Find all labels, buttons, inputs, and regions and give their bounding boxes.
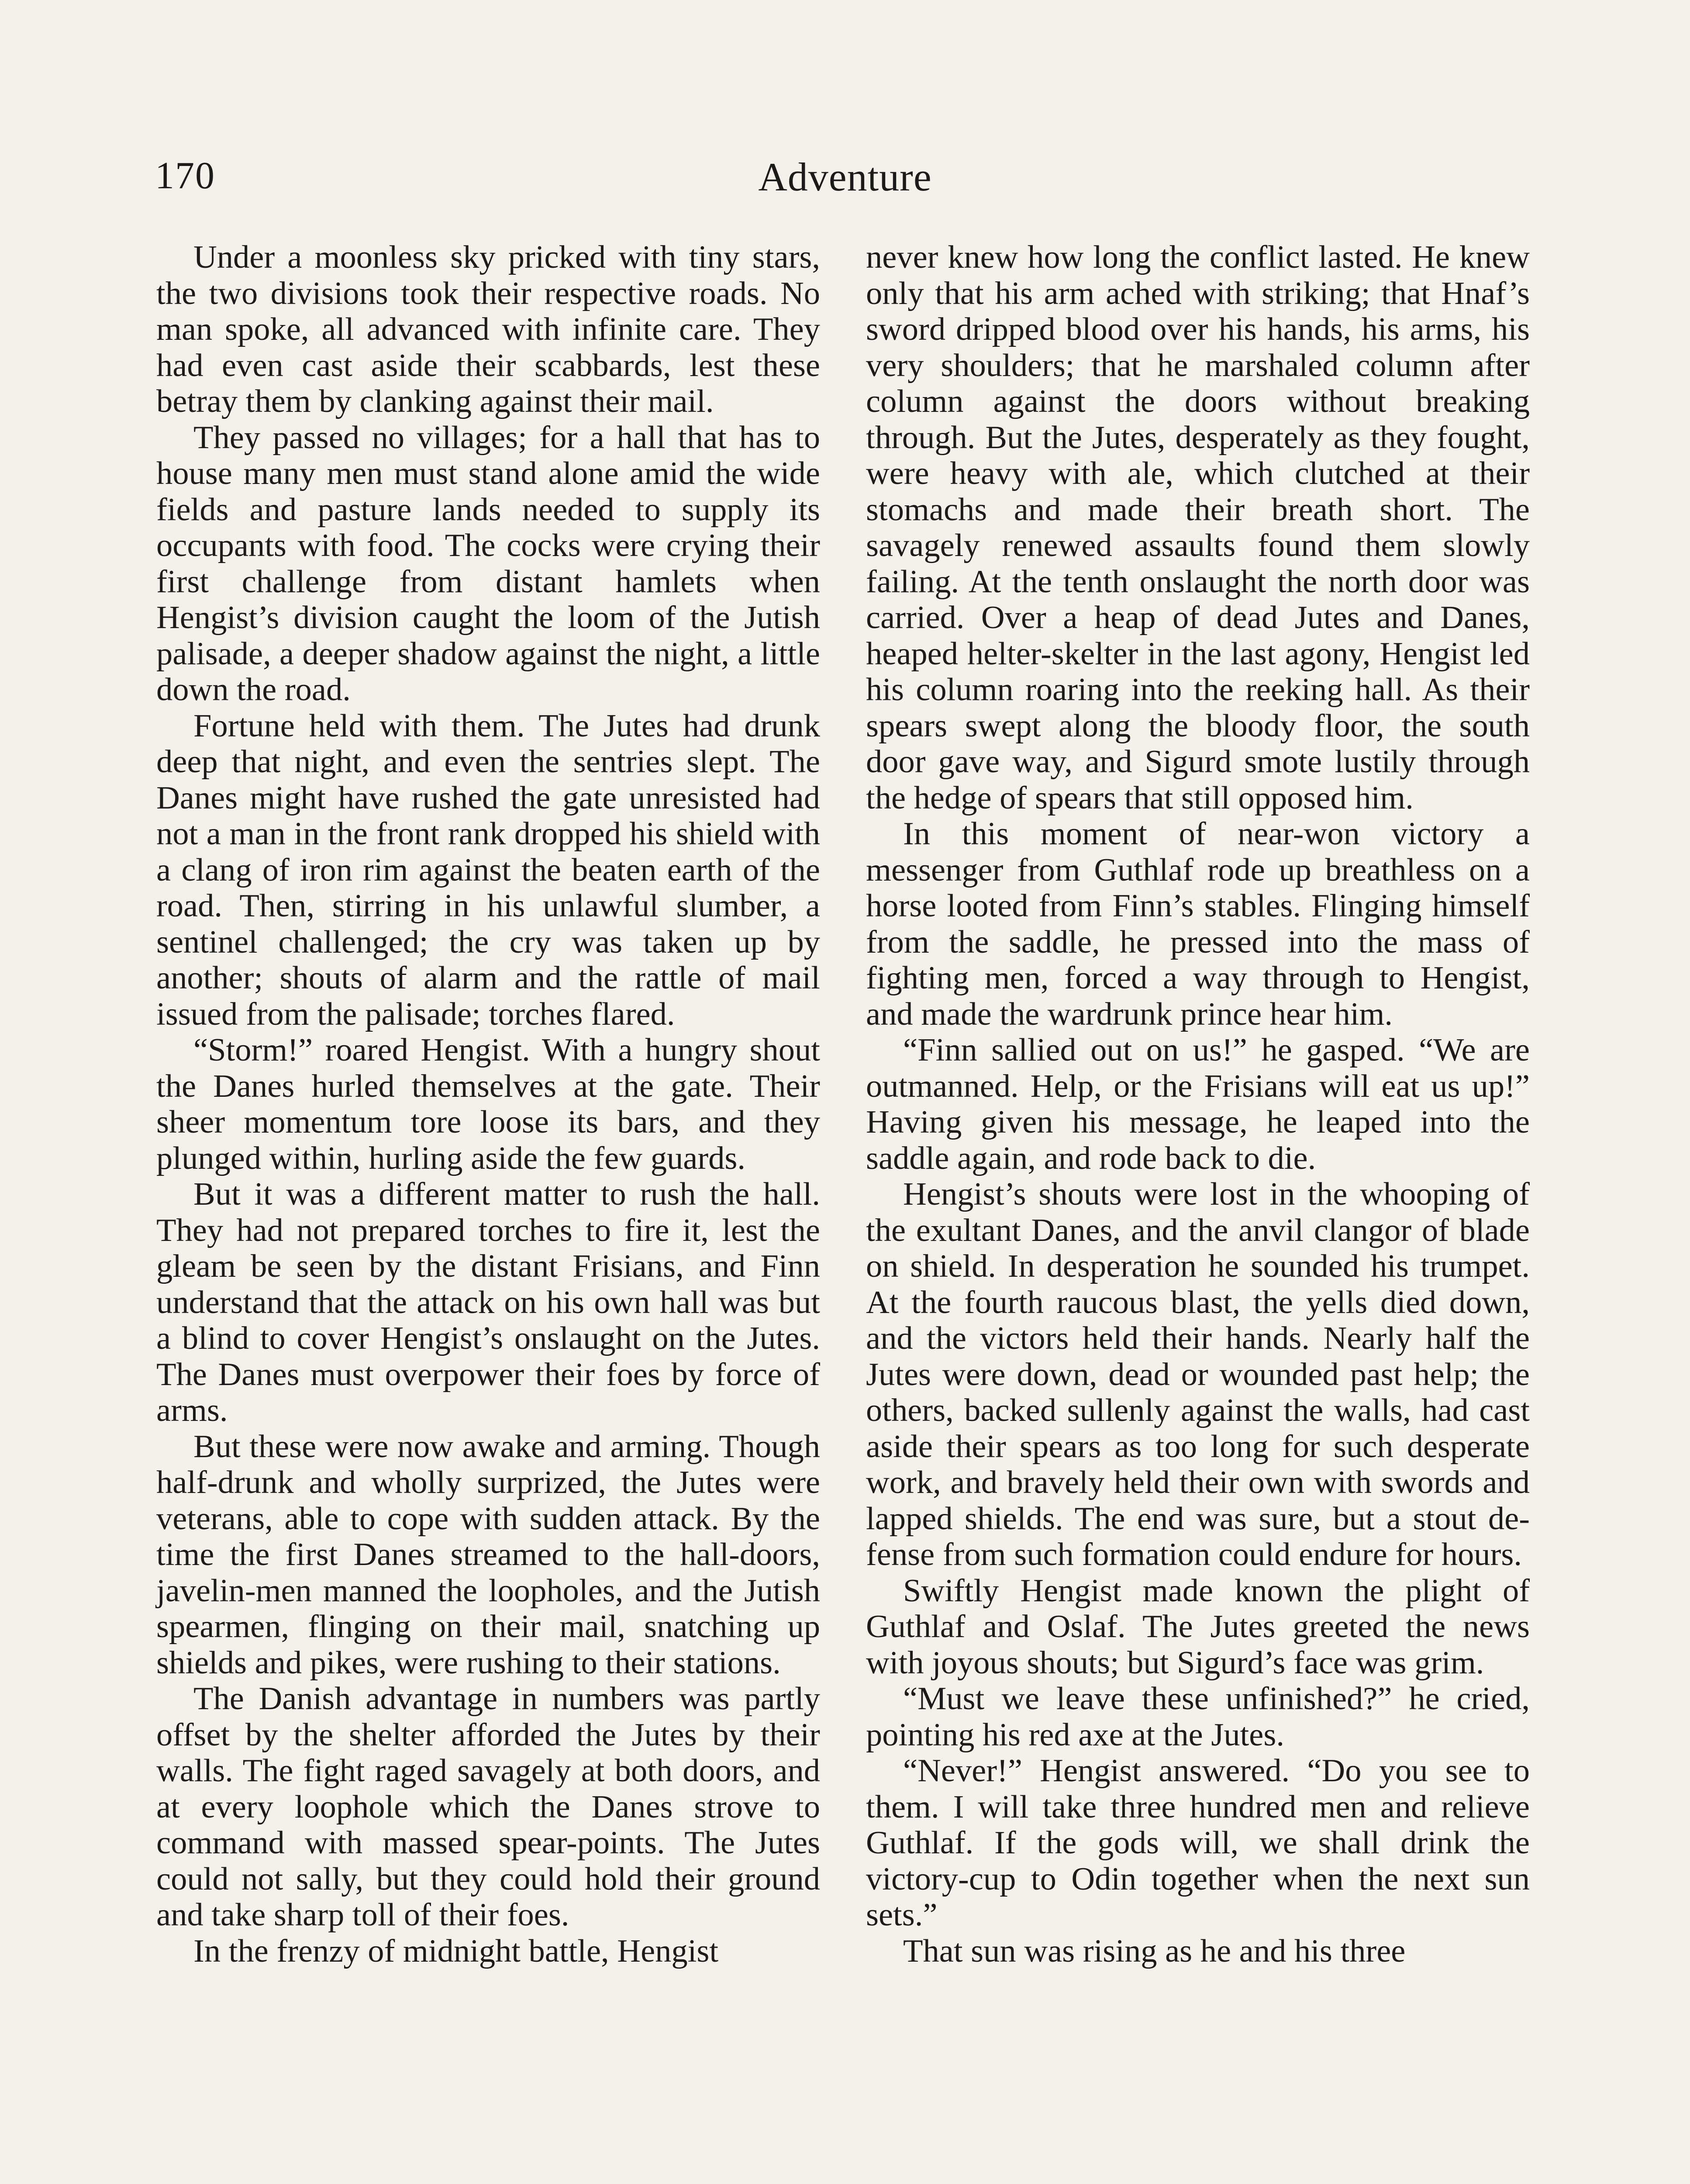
paragraph: In this moment of near-won victory a messenger from Guthlaf rode up breathless on a horse looted from Finn’s stables. Flinging himself from the saddle, he pressed into the mass of fighting men, forced a way through to Hengist, and made the wardrunk prince hear him.	[866, 816, 1530, 1032]
paragraph: But it was a different matter to rush the hall. They had not prepared torches to fire it, lest the gleam be seen by the distant Frisians, and Finn understand that the attack on his own hall was but a blind to cover Hengist’s onslaught on the Jutes. The Danes must overpower their foes by force of arms.	[156, 1176, 820, 1428]
paragraph: In the frenzy of midnight battle, Hengist	[193, 1933, 719, 1969]
running-head-title: Adventure	[758, 155, 932, 199]
paragraph: The Danish advantage in numbers was partly offset by the shelter afforded the Jutes by their walls. The fight raged savagely at both doors, and at every loophole which the Danes strove to command with massed spear-points. The Jutes could not sally, but they could hold their ground and take sharp toll of their foes.	[156, 1681, 820, 1933]
paragraph: “Never!” Hengist answered. “Do you see to them. I will take three hundred men and relieve Guthlaf. If the gods will, we shall drink the victory-cup to Odin together when the next sun sets.”	[866, 1753, 1530, 1933]
paragraph: But these were now awake and arming. Though half-drunk and wholly surprized, the Jutes were veterans, able to cope with sudden attack. By the time the first Danes streamed to the hall-doors, javelin-men manned the loopholes, and the Jutish spearmen, flinging on their mail, snatching up shields and pikes, were rushing to their stations.	[156, 1428, 820, 1681]
paragraph: “Finn sallied out on us!” he gasped. “We are outmanned. Help, or the Frisians will eat us up!” Having given his message, he leaped into the saddle again, and rode back to die.	[866, 1032, 1530, 1176]
paragraph: Fortune held with them. The Jutes had drunk deep that night, and even the sentries slept. The Danes might have rushed the gate unresisted had not a man in the front rank dropped his shield with a clang of iron rim against the beaten earth of the road. Then, stirring in his unlawful slumber, a sentinel challenged; the cry was taken up by another; shouts of alarm and the rattle of mail issued from the palisade; torches flared.	[156, 708, 820, 1032]
paragraph: “Storm!” roared Hengist. With a hungry shout the Danes hurled themselves at the gate. Their sheer momentum tore loose its bars, and they plunged within, hurling aside the few guards.	[156, 1032, 820, 1176]
left-text-column	[156, 239, 820, 1969]
paragraph: never knew how long the conflict lasted. He knew only that his arm ached with striking; that Hnaf’s sword dripped blood over his hands, his arms, his very shoulders; that he marshaled column after column against the doors without breaking through. But the Jutes, desperately as they fought, were heavy with ale, which clutched at their stomachs and made their breath short. The savagely renewed assaults found them slowly failing. At the tenth onslaught the north door was carried. Over a heap of dead Jutes and Danes, heaped helter-skelter in the last agony, Hengist led his column roaring into the reeking hall. As their spears swept along the bloody floor, the south door gave way, and Sigurd smote lustily through the hedge of spears that still opposed him.	[866, 239, 1530, 816]
paragraph: Under a moonless sky pricked with tiny stars, the two divisions took their respective roads. No man spoke, all advanced with infinite care. They had even cast aside their scabbards, lest these betray them by clanking against their mail.	[156, 239, 820, 419]
paragraph: That sun was rising as he and his three	[903, 1933, 1406, 1969]
paragraph: They passed no villages; for a hall that has to house many men must stand alone amid the wide fields and pasture lands needed to supply its occupants with food. The cocks were crying their first challenge from distant hamlets when Hengist’s division caught the loom of the Jutish palisade, a deeper shadow against the night, a little down the road.	[156, 419, 820, 708]
paragraph: Hengist’s shouts were lost in the whooping of the exultant Danes, and the anvil clangor of blade on shield. In desperation he sounded his trumpet. At the fourth raucous blast, the yells died down, and the victors held their hands. Nearly half the Jutes were down, dead or wounded past help; the others, backed sullenly against the walls, had cast aside their spears as too long for such desperate work, and bravely held their own with swords and lapped shields. The end was sure, but a stout defense from such formation could endure for hours.	[866, 1176, 1530, 1572]
paragraph: Swiftly Hengist made known the plight of Guthlaf and Oslaf. The Jutes greeted the news with joyous shouts; but Sigurd’s face was grim.	[866, 1572, 1530, 1681]
right-text-column	[866, 239, 1530, 1969]
page-number: 170	[155, 155, 215, 197]
paragraph: “Must we leave these unfinished?” he cried, pointing his red axe at the Jutes.	[866, 1681, 1530, 1753]
